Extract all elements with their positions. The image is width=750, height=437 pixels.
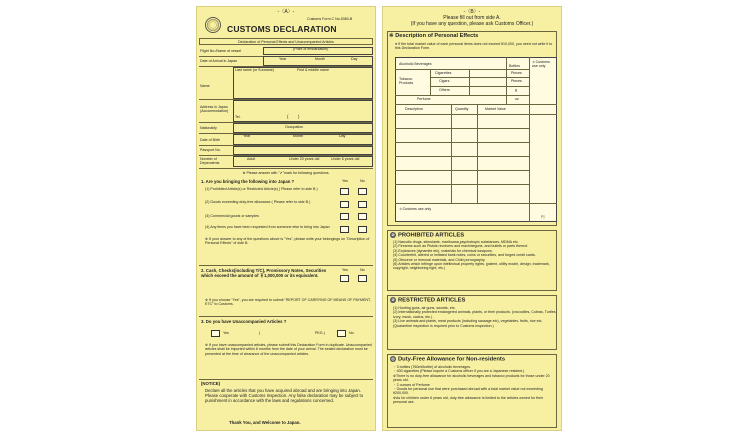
q1-3-no-checkbox[interactable] [358,213,367,220]
dutyfree-bullet-icon: ◎ [391,356,395,361]
market-value-col: Market Value [485,107,506,111]
q1-4-yes-checkbox[interactable] [340,226,349,233]
prohibited-item-1: (1) Narcotic drugs, stimulants, marihuana,psychotropic substances, MDMA etc. [393,240,519,244]
q1-1-yes-checkbox[interactable] [340,188,349,195]
passport-input[interactable] [233,146,373,155]
address-label: Address in Japan (Accommodation) [200,105,229,114]
cigarettes-label: Cigarettes [435,71,452,75]
restricted-title [390,297,465,304]
dutyfree-title-text: Duty-Free Allowance for Non-residents [398,356,506,363]
notice-body: Declare all the articles that you have acquired abroad and are bringing into Japan. Please cooperate with Customs Inspection. Any false declaration may be subject to punishment in accordance with the laws and regulations concerned. [205,388,364,404]
customs-form-side-a [196,6,376,431]
arrival-year: Year [279,57,287,61]
dob-year: Year [243,134,251,138]
dutyfree-item-5: ・Goods for personal use that were purchased abroad with a total market value not exceeding ¥200,000. [393,387,543,396]
restricted-item-3: (3) Live animals and plants, meat products (including sausage etc), vegetables, fruits, rice etc. (Quarantine inspection is required prior to Customs inspection.) [393,319,543,328]
q1-item-1: (1) Prohibited Article(s) or Restricted Article(s) ( Please refer to side B.) [205,187,318,191]
q1-4-no-checkbox[interactable] [358,226,367,233]
passport-label: Passport No. [200,148,221,152]
description-note: ● If the total market value of each personal items does not exceed ¥10,000, you need not write it to this Declaration Form. [395,42,553,51]
alcohol-label: Alcoholic Beverages [399,62,432,66]
yen-stamp: 円 [541,215,545,219]
dob-day: Day [339,134,346,138]
q2-no-label: No [360,268,365,272]
notice-title: (NOTICE) [201,381,221,386]
dutyfree-title [390,356,505,363]
notice-thanks: Thank You, and Welcome to Japan. [229,420,301,425]
ounce-label: oz [515,97,519,101]
q1-item-2: (2) Goods exceeding duty-free allowance ( Please refer to side B.) [205,200,311,204]
prohibited-item-5: (5) Obscene or immoral materials, and Child pornography. [393,257,486,262]
under6-label: Under 6 years old [331,157,360,161]
name-label: Name [200,84,210,88]
q2-note: ※ If you choose "Yes", you are required to submit "REPORT OF CARRYING OF MEANS OF PAYMENT, ETC" to Customs. [205,298,371,307]
under20-label: Under 20 years old [289,157,320,161]
arrival-date-input[interactable] [263,56,373,66]
answer-note: ※ Please answer with "✔"mark for following questions. [242,171,330,175]
q1-item-4: (4) Any items you have been requested from someone else to bring into Japan [205,225,330,229]
perfume-label: Perfume [417,97,431,101]
side-b-header-1: Please fill out from side A. [443,15,501,21]
q3-yes-checkbox[interactable] [211,330,220,337]
embark-label: (Point of embarkation) [293,47,329,51]
occupation-label: Occupation [285,125,304,129]
prohibited-title [390,232,464,239]
dob-month: Month [293,134,303,138]
restricted-item-1: (1) Hunting guns, air guns, swords, etc. [393,306,456,310]
name-input[interactable] [233,67,373,99]
q1-2-no-checkbox[interactable] [358,201,367,208]
q1-2-yes-checkbox[interactable] [340,201,349,208]
customs-only-footer: ＊Customs use only [399,207,432,211]
tel-brackets: ( ) [287,114,300,119]
dependents-label: Number of Dependents [200,157,220,166]
form-subtitle: Declaration of Personal Effects and Unaccompanied Articles [199,38,373,45]
q1-yes-label: Yes [342,179,348,183]
customs-use-label: ＊Customs use only [532,60,550,69]
description-title: ※ Description of Personal Effects [389,33,479,39]
flight-input[interactable] [263,47,373,55]
q3-paren: ( [259,331,261,335]
nationality-input[interactable] [233,123,373,133]
form-title: CUSTOMS DECLARATION [227,24,337,34]
prohibited-title-text: PROHIBITED ARTICLES [398,232,465,239]
page-label-a: -〈A〉- [277,9,295,15]
quantity-col: Quantity [455,107,469,111]
form-number: Customs Form C No.5360-B [307,17,353,21]
grams-label: g [515,88,517,92]
flight-label: Flight No./Name of vessel [200,49,242,53]
pieces-label-1: Pieces [511,71,522,75]
q1-note: ※ If your answer to any of the questions above is "Yes", please write your belongings on "Description of Personal Effects" of side B. [205,237,370,246]
dutyfree-item-2: ・400 cigarettes (Please inquire a Customs officer if you are a Japanese resident.) [393,369,525,374]
page-label-b: -〈B〉- [463,9,481,15]
customs-seal-icon [205,17,221,33]
q1-title: 1. Are you bringing the following into Japan ? [201,179,295,184]
restricted-item-2: (2) Internationally protected endangered animals, plants, or their products. (crocodiles, Cobras, Turtles, ivory, musk, cactus, etc.) [393,310,557,319]
restricted-bullet-icon: ⊘ [391,297,395,302]
q1-3-yes-checkbox[interactable] [340,213,349,220]
q2-title: 2. Cash, Checks(including T/C), Promissory Notes, Securities which exceed the amount of ￥1,000,000 or its equivalent. [201,268,327,279]
dob-label: Date of Birth [200,138,220,142]
side-b-header-2: (If you have any question, please ask Customs Officer.) [410,21,534,27]
arrival-label: Date of Arrival in Japan [200,59,238,63]
q3-no-label: No [349,331,354,335]
surname-label: Last name (or Surname) [235,68,274,72]
others-label: Others [439,88,450,92]
q3-title: 3. Do you have Unaccompanied Articles ? [201,319,287,324]
dutyfree-list [393,365,557,405]
address-input[interactable] [233,100,373,122]
prohibited-item-4: (4) Counterfeit, altered or imitated bank notes, coins or securities, and forged credit cards. [393,253,536,258]
dutyfree-item-1: ・3 bottles (760ml/bottle) of alcoholic beverages. [393,365,471,369]
dutyfree-item-6: ※As for children under 6 years old, duty-free allowance is limited to the articles owned for their personal use. [393,395,544,405]
description-col: Description [405,107,423,111]
cigars-label: Cigars [439,79,450,83]
bottles-label: Bottles [509,64,520,68]
q3-no-checkbox[interactable] [337,330,346,337]
prohibited-list [393,240,557,271]
prohibited-item-3: (3) Explosives (dynamite etc), materials for chemical weapons. [393,248,493,253]
pieces-label-2: Pieces [511,79,522,83]
dutyfree-item-3: ※There is no duty-free allowance for alcoholic beverages and tobacco products for those under 20 years old. [393,373,550,383]
tobacco-label: Tobacco Products [399,77,414,86]
adult-label: Adult [247,157,256,161]
restricted-list [393,306,557,328]
q3-yes-label: Yes [223,331,229,335]
q2-yes-label: Yes [342,268,348,272]
q2-yes-checkbox[interactable] [340,275,349,282]
restricted-title-text: RESTRICTED ARTICLES [398,297,466,304]
q3-pkg-label: PKG.) [315,331,325,335]
q1-no-label: No [360,179,365,183]
q3-note: ※ If you have unaccompanied articles, please submit this Declaration Form in duplicate. Unaccompanied articles shall be imported within 6 months from the date of your arrival. The sealed declaration must be presented at the time of clearance of the unaccompanied articles. [205,343,372,356]
tel-label: Tel. [235,115,241,119]
dutyfree-item-4: ・2 ounces of Perfume [393,382,430,387]
prohibited-item-6: (6) Articles which infringe upon intellectual property rights. (patent, utility model, design, trademark, copyright, neighboring right, etc.) [393,262,550,271]
firstname-label: First & middle name [297,68,329,72]
q2-no-checkbox[interactable] [358,275,367,282]
prohibited-bullet-icon: ⊘ [391,232,395,237]
dependents-input[interactable] [233,156,373,167]
arrival-day: Day [351,57,358,61]
dob-input[interactable] [233,134,373,145]
nationality-label: Nationality [200,126,217,130]
q1-item-3: (3) Commercial goods or samples [205,214,259,218]
q1-1-no-checkbox[interactable] [358,188,367,195]
customs-form-side-b [382,6,562,431]
prohibited-item-2: (2) Firearms such as Pistols revolvers and machineguns, and bullets or parts thereof. [393,244,529,249]
arrival-month: Month [315,57,325,61]
